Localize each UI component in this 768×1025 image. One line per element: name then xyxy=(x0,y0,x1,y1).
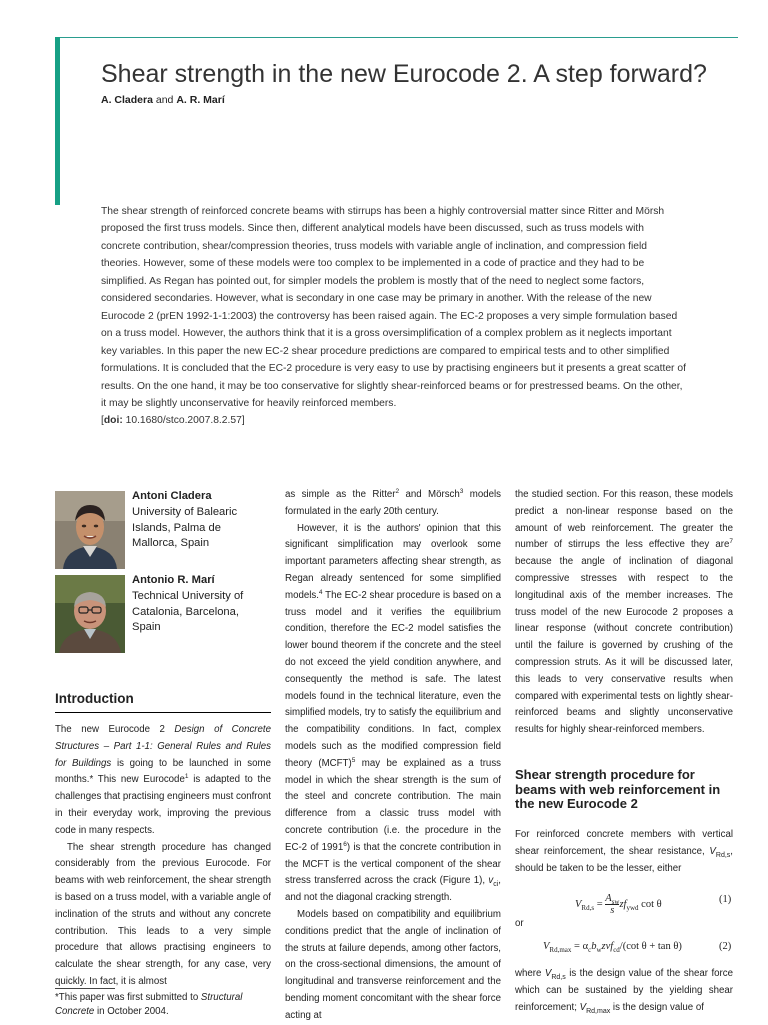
bio-name: Antoni Cladera xyxy=(132,490,212,502)
bio-affiliation: University of Balearic Islands, Palma de Mallorca, Spain xyxy=(132,505,238,550)
column-1 xyxy=(55,722,271,991)
section-rule xyxy=(55,712,271,713)
doi-line: [doi: 10.1680/stco.2007.8.2.57] xyxy=(101,415,245,427)
bio-cladera xyxy=(132,489,252,552)
column-3-continued xyxy=(515,827,733,877)
column-2 xyxy=(285,487,501,1025)
author-1[interactable]: A. Cladera xyxy=(101,94,153,106)
equation-number: (2) xyxy=(719,941,732,952)
paragraph: the studied section. For this reason, these models predict a non-linear response based on the amount of web reinforcement. The greater the number of stirrups the less effective they are$^7$ because the angle of inclination of diagonal compressive stresses with respect to the longitudinal axis of the member increases. The truss model of the new Eurocode 2 proposes a linear response (without concrete contribution) until the failure is governed by crushing of the compression struts. As it will be discussed later, this leads to very conservative results when compared with experimental tests on lightly shear-reinforced beams and slightly unconservative results for highly shear-reinforced members. xyxy=(515,489,733,736)
paragraph: For reinforced concrete members with vertical shear reinforcement, the shear resistance, $V_{Rd,s}$, should be taken to be the lesser, either xyxy=(515,829,733,874)
author-photo-cladera xyxy=(55,491,125,569)
paragraph: as simple as the Ritter$^2$ and Mörsch$^3$ models formulated in the early 20th century. xyxy=(285,487,501,517)
accent-bar xyxy=(55,37,60,205)
bio-name: Antonio R. Marí xyxy=(132,574,215,586)
section-heading-introduction: Introduction xyxy=(55,691,134,706)
authors-and: and xyxy=(155,94,174,106)
header-rule xyxy=(58,37,738,38)
footnote: *This paper was first submitted to Structural Concrete in October 2004. xyxy=(55,992,243,1017)
article-title: Shear strength in the new Eurocode 2. A step forward? xyxy=(101,60,707,88)
equation-number: (1) xyxy=(719,894,732,905)
column-3 xyxy=(515,487,733,739)
section-heading-shear-strength: Shear strength procedure for beams with web reinforcement in the new Eurocode 2 xyxy=(515,767,721,811)
column-3-tail xyxy=(515,966,733,1016)
abstract-text: The shear strength of reinforced concrete beams with stirrups has been a highly controversial matter since Ritter and Mörsh proposed the first truss models. Since then, different analytical models have been discussed, such as truss models with concrete contribution, shear/compression theories, truss models with variable angle of inclination, and compression field theories. However, some of these models were too complex to be implemented in a code of practice and they had to be simplified. As Regan has pointed out, for simpler models the problem is mostly that of the need to neglect some factors, considered secondaries. However, what is secondary in one case may be primary in another. With the release of the new Eurocode 2 (prEN 1992-1-1:2003) the controversy has been raised again. The EC-2 proposes a very simple formulation based on a truss model. However, the authors think that it is a gross oversimplification of a complex problem as it neglects important key variables. In this paper the new EC-2 shear procedure predictions are compared to empirical tests and to other simplified formulations. It is concluded that the EC-2 procedure is very easy to use by practising engineers but it presents a great scatter of results. On the one hand, it may be too conservative for slightly shear-reinforced beams or for prestressed beams. On the other, it may be slightly unconservative for heavily reinforced members. xyxy=(101,206,686,409)
abstract xyxy=(101,203,686,430)
paragraph: Models based on compatibility and equilibrium conditions predict that the angle of inclination of the struts at failure depends, among other factors, on the cross-sectional dimensions, the amount of longitudinal and transverse reinforcement and the bending moment concomitant with the shear force acting at xyxy=(285,908,501,1021)
equation-2: $V_{Rd,max} = \alpha_cb_wz\nu f_{cd}/(\cot$ θ + tan θ) xyxy=(543,941,682,955)
paragraph: where $V_{Rd,s}$ is the design value of the shear force which can be sustained by the yielding shear reinforcement; $V_{Rd,max}$ is the design value of xyxy=(515,968,733,1015)
footnote-rule xyxy=(55,988,115,989)
bio-affiliation: Technical University of Catalonia, Barcelona, Spain xyxy=(132,589,244,634)
or-text: or xyxy=(515,918,524,929)
bio-mari xyxy=(132,573,260,636)
paragraph: However, it is the authors' opinion that this significant simplification may overlook some important parameters affecting shear strength, as Regan already sentenced for some simplified models.$^4$ The EC-2 shear procedure is based on a truss model and it verifies the equilibrium condition, therefore the EC-2 model satisfies the lower bound theorem if the concrete and the steel do not exceed the yield condition anywhere, and consequently the method is safe. The latest models found in the technical literature, even the simplified models, try to satisfy the equilibrium and the compatibility conditions. In fact, complex models such as the modified compression field theory (MCFT)$^5$ may be explained as a truss model in which the shear strength is the sum of the steel and concrete contribution. The main difference from a classic truss model with concrete contribution (i.e. the procedure in the EC-2 of 1991$^6$) is that the concrete contribution in the MCFT is the vertical component of the shear stress transferred across the crack (Figure 1), $v_{ci}$, and not the diagonal cracking strength. xyxy=(285,522,502,904)
author-2[interactable]: A. R. Marí xyxy=(176,94,225,106)
equation-1: $V_{Rd,s}$ = $A_{sw}$ s $zf_{ywd}$ cot θ xyxy=(575,893,662,916)
authors-line xyxy=(101,94,225,106)
doi-label: doi: xyxy=(103,415,123,427)
paragraph: The shear strength procedure has changed considerably from the previous Eurocode. For beams with web reinforcement, the shear strength is based on a truss model, with a variable angle of inclination of the struts and without any concrete contribution. This leads to a very simple procedure that allows practising engineers to calculate the shear strength, for any case, very quickly. In fact, it is almost xyxy=(55,841,271,987)
doi-link[interactable]: 10.1680/stco.2007.8.2.57] xyxy=(122,415,245,427)
author-photo-mari xyxy=(55,575,125,653)
paragraph: The new Eurocode 2 Design of Concrete Structures – Part 1-1: General Rules and Rules for Buildings is going to be launched in some months.* This new Eurocode$^1$ is adapted to the challenges that practising engineers must confront in their everyday work, improving the previous code in many respects. xyxy=(55,724,272,836)
